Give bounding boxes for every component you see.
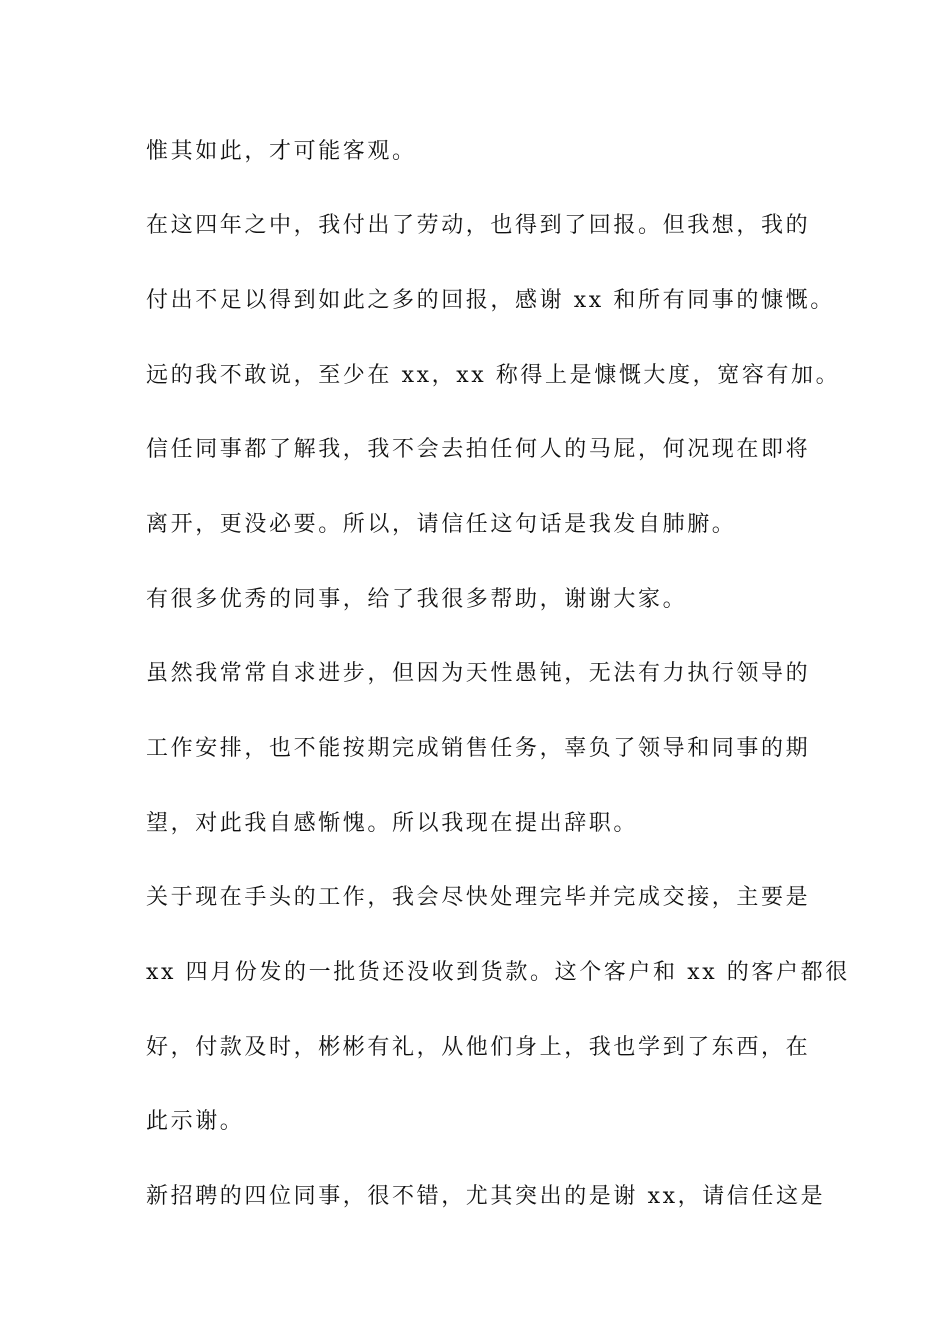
text-line: 望，对此我自感惭愧。所以我现在提出辞职。 xyxy=(146,811,639,836)
text-line: 信任同事都了解我，我不会去拍任何人的马屁，何况现在即将 xyxy=(146,437,811,462)
text-line: 关于现在手头的工作，我会尽快处理完毕并完成交接，主要是 xyxy=(146,885,811,910)
text-line: 惟其如此，才可能客观。 xyxy=(146,139,417,164)
text-line: 远的我不敢说，至少在 xx，xx 称得上是慷慨大度，宽容有加。 xyxy=(146,363,841,388)
text-line: 在这四年之中，我付出了劳动，也得到了回报。但我想，我的 xyxy=(146,213,811,238)
text-line: 付出不足以得到如此之多的回报，感谢 xx 和所有同事的慷慨。 xyxy=(146,288,835,313)
text-line: 好，付款及时，彬彬有礼，从他们身上，我也学到了东西，在 xyxy=(146,1035,811,1060)
text-line: 此示谢。 xyxy=(146,1109,245,1134)
text-line: 工作安排，也不能按期完成销售任务，辜负了领导和同事的期 xyxy=(146,736,811,761)
text-line: 虽然我常常自求进步，但因为天性愚钝，无法有力执行领导的 xyxy=(146,661,811,686)
text-line: 有很多优秀的同事，给了我很多帮助，谢谢大家。 xyxy=(146,587,688,612)
text-line: 离开，更没必要。所以，请信任这句话是我发自肺腑。 xyxy=(146,512,737,537)
text-line: 新招聘的四位同事，很不错，尤其突出的是谢 xx，请信任这是 xyxy=(146,1184,826,1209)
text-line: xx 四月份发的一批货还没收到货款。这个客户和 xx 的客户都很 xyxy=(146,960,850,985)
